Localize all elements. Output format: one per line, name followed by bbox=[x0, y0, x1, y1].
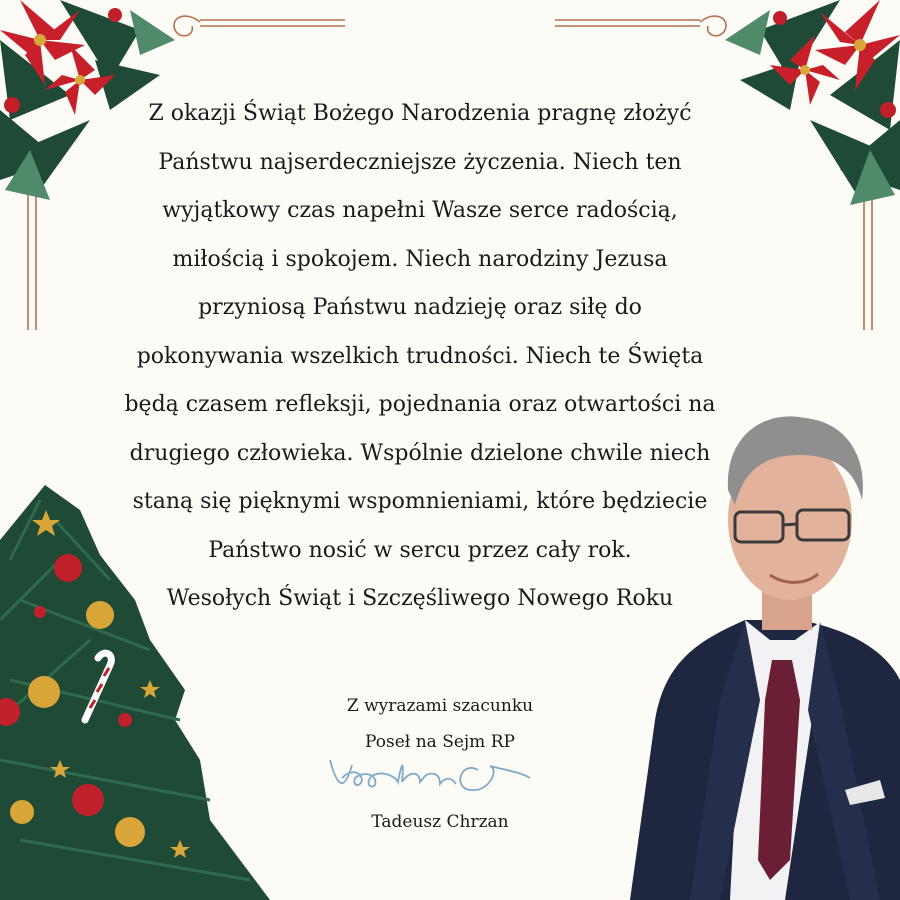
greeting-line: wyjątkowy czas napełni Wasze serce radością, bbox=[162, 198, 678, 223]
greeting-line: miłością i spokojem. Niech narodziny Jezusa bbox=[172, 246, 668, 272]
greeting-line: Państwu najserdeczniejsze życzenia. Niech ten bbox=[158, 149, 682, 175]
signature-name: Tadeusz Chrzan bbox=[371, 812, 509, 832]
greeting-line: drugiego człowieka. Wspólnie dzielone chwile niech bbox=[129, 440, 711, 466]
greeting-line: staną się pięknymi wspomnieniami, które będziecie bbox=[132, 489, 708, 514]
greeting-line: pokonywania wszelkich trudności. Niech te Święta bbox=[136, 343, 704, 369]
signature-block bbox=[300, 688, 580, 840]
signature-position: Poseł na Sejm RP bbox=[365, 732, 515, 752]
greeting-line: Z okazji Świąt Bożego Narodzenia pragnę złożyć bbox=[148, 101, 692, 126]
greeting-line: przyniosą Państwu nadzieję oraz siłę do bbox=[198, 295, 642, 320]
greeting-line: będą czasem refleksji, pojednania oraz otwartości na bbox=[124, 392, 716, 417]
greeting-message bbox=[70, 90, 770, 624]
signature-handwritten-space bbox=[300, 760, 580, 804]
signature-closing: Z wyrazami szacunku bbox=[346, 696, 534, 716]
greeting-line: Państwo nosić w sercu przez cały rok. bbox=[208, 537, 632, 563]
greeting-closing-wish: Wesołych Świąt i Szczęśliwego Nowego Roku bbox=[166, 586, 674, 611]
